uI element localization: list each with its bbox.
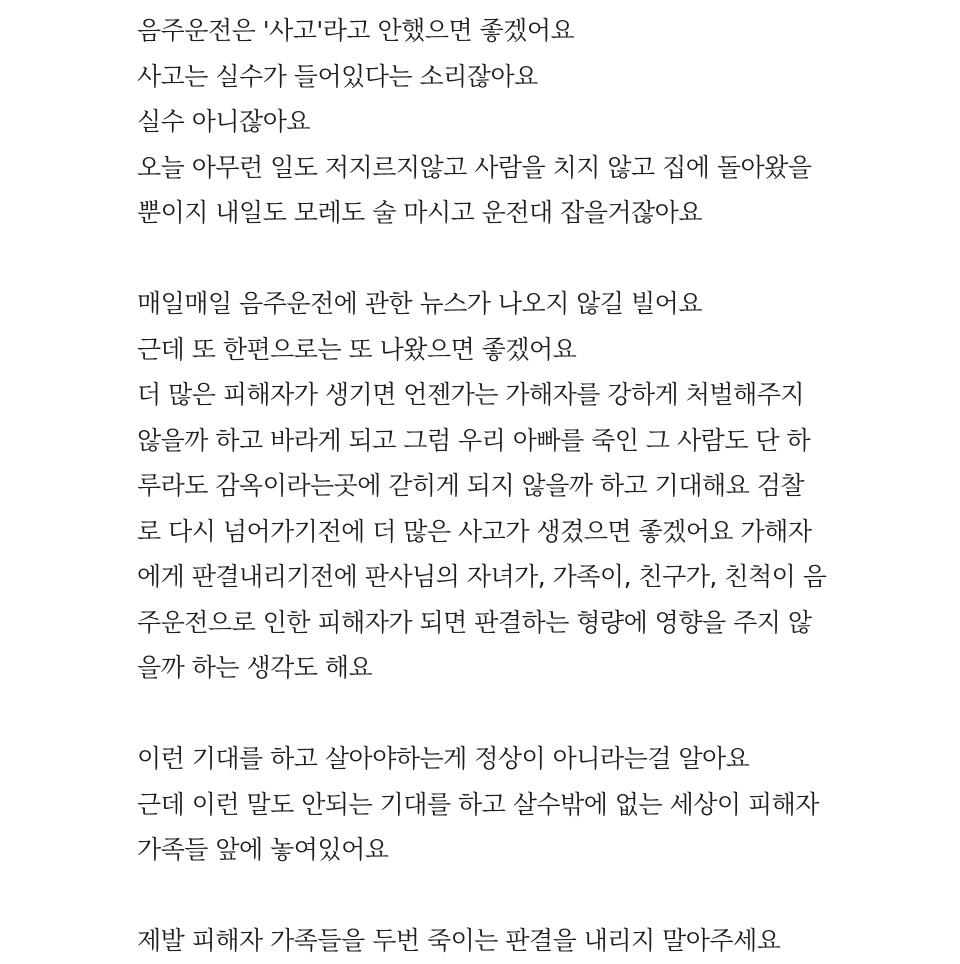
paragraph-4 — [137, 918, 937, 964]
text-line: 더 많은 피해자가 생기면 언젠가는 가해자를 강하게 처벌해주지 — [137, 380, 805, 409]
text-line: 이런 기대를 하고 살아야하는게 정상이 아니라는걸 알아요 — [137, 744, 750, 773]
text-line: 뿐이지 내일도 모레도 술 마시고 운전대 잡을거잖아요 — [137, 198, 702, 227]
paragraph-gap — [137, 236, 937, 282]
text-line: 가족들 앞에 놓여있어요 — [137, 835, 389, 864]
text-line: 로 다시 넘어가기전에 더 많은 사고가 생겼으면 좋겠어요 가해자 — [137, 516, 812, 546]
text-line: 근데 또 한편으로는 또 나왔으면 좋겠어요 — [137, 334, 577, 364]
text-line: 제발 피해자 가족들을 두번 죽이는 판결을 내리지 말아주세요 — [137, 926, 781, 955]
paragraph-gap — [137, 691, 937, 737]
text-line: 매일매일 음주운전에 관한 뉴스가 나오지 않길 빌어요 — [137, 289, 702, 318]
text-line: 에게 판결내리기전에 판사님의 자녀가, 가족이, 친구가, 친척이 음 — [137, 562, 827, 591]
text-line: 을까 하는 생각도 해요 — [137, 653, 373, 682]
paragraph-1 — [137, 8, 937, 236]
text-line: 음주운전은 '사고'라고 안했으면 좋겠어요 — [137, 16, 575, 45]
text-line: 근데 이런 말도 안되는 기대를 하고 살수밖에 없는 세상이 피해자 — [137, 789, 819, 819]
text-line: 않을까 하고 바라게 되고 그럼 우리 아빠를 죽인 그 사람도 단 하 — [137, 425, 811, 455]
paragraph-gap — [137, 873, 937, 919]
text-line: 루라도 감옥이라는곳에 갇히게 되지 않을까 하고 기대해요 검찰 — [137, 471, 805, 500]
text-line: 사고는 실수가 들어있다는 소리잖아요 — [137, 61, 538, 91]
text-line: 오늘 아무런 일도 저지르지않고 사람을 치지 않고 집에 돌아왔을 — [137, 152, 812, 182]
paragraph-3 — [137, 736, 937, 873]
text-line: 주운전으로 인한 피해자가 되면 판결하는 형량에 영향을 주지 않 — [137, 607, 812, 637]
paragraph-2 — [137, 281, 937, 691]
text-line: 실수 아니잖아요 — [137, 107, 310, 136]
letter-body — [137, 8, 937, 964]
